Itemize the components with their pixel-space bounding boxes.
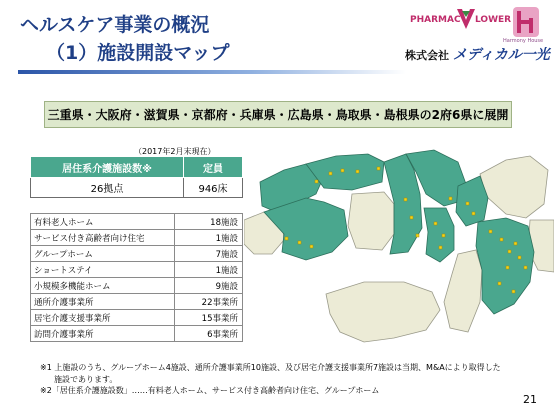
company-name	[405, 44, 550, 64]
title-underline	[18, 70, 406, 74]
facility-marker	[508, 250, 511, 253]
table-row	[31, 310, 243, 326]
facility-marker	[404, 198, 407, 201]
table-row	[31, 262, 243, 278]
facility-marker	[500, 238, 503, 241]
summary-value-facilities: 26拠点	[31, 178, 184, 198]
facility-count: 1施設	[175, 262, 243, 278]
facility-count: 1施設	[175, 230, 243, 246]
facility-marker	[341, 169, 344, 172]
harmony-house-logo-icon	[511, 6, 541, 38]
facility-marker	[416, 234, 419, 237]
footnotes	[40, 362, 520, 397]
map-region-nara-wakayama	[444, 250, 482, 332]
facility-name: 居宅介護支援事業所	[31, 310, 175, 326]
map-region-osaka	[424, 208, 454, 262]
map-region-fukui-gifu	[480, 156, 548, 218]
facility-marker	[356, 170, 359, 173]
slide-title: ヘルスケア事業の概況	[20, 14, 210, 36]
facility-marker	[518, 256, 521, 259]
facility-marker	[524, 266, 527, 269]
table-row	[31, 230, 243, 246]
facility-marker	[377, 167, 380, 170]
facility-name: ショートステイ	[31, 262, 175, 278]
map-region-shikoku	[326, 282, 440, 342]
facility-count: 6事業所	[175, 326, 243, 342]
facility-name: 訪問介護事業所	[31, 326, 175, 342]
lower-logo-text: LOWER	[475, 15, 512, 25]
table-row	[31, 246, 243, 262]
facility-marker	[410, 216, 413, 219]
summary-value-row	[31, 178, 243, 198]
summary-header-row	[31, 157, 243, 178]
facility-name: 有料老人ホーム	[31, 214, 175, 230]
facility-count: 22事業所	[175, 294, 243, 310]
facility-count: 18施設	[175, 214, 243, 230]
page-number: 21	[523, 393, 537, 406]
harmony-house-logo-text: Harmony House	[503, 38, 544, 44]
facility-marker	[434, 222, 437, 225]
facility-count: 15事業所	[175, 310, 243, 326]
facility-breakdown-table	[30, 213, 243, 342]
facility-name: サービス付き高齢者向け住宅	[31, 230, 175, 246]
summary-value-capacity: 946床	[184, 178, 243, 198]
as-of-date-note: （2017年2月末現在）	[134, 147, 216, 156]
summary-header-facilities: 居住系介護施設数※	[31, 157, 184, 178]
facility-marker	[285, 237, 288, 240]
facility-marker	[439, 246, 442, 249]
facility-name: 小規模多機能ホーム	[31, 278, 175, 294]
facility-marker	[514, 242, 517, 245]
table-row	[31, 214, 243, 230]
pharmac-logo-text: PHARMAC	[410, 15, 461, 25]
facility-marker	[498, 282, 501, 285]
facility-name: 通所介護事業所	[31, 294, 175, 310]
coverage-banner: 三重県・大阪府・滋賀県・京都府・兵庫県・広島県・鳥取県・島根県の2府6県に展開	[44, 101, 512, 128]
facility-map	[244, 142, 554, 352]
table-row	[31, 326, 243, 342]
table-row	[31, 294, 243, 310]
summary-table	[30, 156, 243, 198]
facility-marker	[472, 212, 475, 215]
footnote-1: ※1 上施設のうち、グループホーム4施設、通所介護事業所10施設、及び居宅介護支援事業所7施設は当期、M&Aにより取得した	[40, 363, 501, 372]
pharmac-lower-logo-icon	[456, 8, 476, 30]
facility-marker	[512, 290, 515, 293]
facility-marker	[449, 197, 452, 200]
map-region-okayama	[348, 192, 394, 250]
facility-count: 9施設	[175, 278, 243, 294]
facility-count: 7施設	[175, 246, 243, 262]
facility-marker	[315, 180, 318, 183]
facility-marker	[466, 202, 469, 205]
footnote-2: ※2「居住系介護施設数」……有料老人ホーム、サービス付き高齢者向け住宅、グループホーム	[40, 386, 380, 395]
facility-name: グループホーム	[31, 246, 175, 262]
summary-header-capacity: 定員	[184, 157, 243, 178]
table-row	[31, 278, 243, 294]
facility-marker	[298, 241, 301, 244]
facility-marker	[506, 266, 509, 269]
footnote-1-cont: 施設であります。	[54, 374, 118, 384]
facility-marker	[310, 245, 313, 248]
company-logo-text: メディカル一光	[452, 47, 550, 63]
company-prefix: 株式会社	[405, 49, 449, 62]
facility-marker	[329, 172, 332, 175]
slide-subtitle: （1）施設開設マップ	[46, 42, 230, 64]
facility-marker	[442, 234, 445, 237]
facility-marker	[489, 230, 492, 233]
